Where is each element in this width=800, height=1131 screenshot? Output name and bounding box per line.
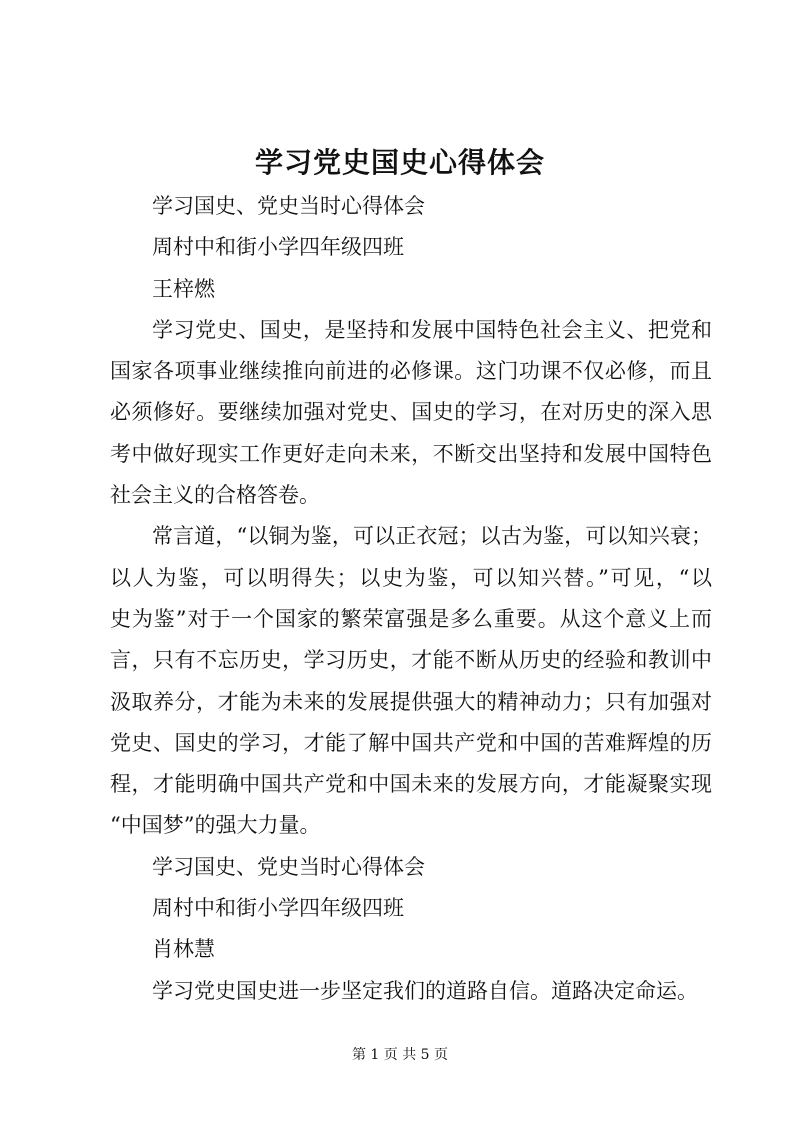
paragraph-2-line-5: 汲取养分，才能为未来的发展提供强大的精神动力；只有加强对 [110, 689, 712, 714]
paragraph-1-line-3: 必须修好。要继续加强对党史、国史的学习，在对历史的深入思 [110, 400, 712, 425]
paragraph-2-line-1: 常言道，“以铜为鉴，可以正衣冠；以古为鉴，可以知兴衰； [152, 524, 712, 549]
paragraph-2-line-3: 史为鉴”对于一个国家的繁荣富强是多么重要。从这个意义上而 [110, 606, 712, 631]
paragraph-1-line-4: 考中做好现实工作更好走向未来，不断交出坚持和发展中国特色 [110, 441, 712, 466]
document-title: 学习党史国史心得体会 [254, 146, 545, 179]
paragraph-2-line-4: 言，只有不忘历史，学习历史，才能不断从历史的经验和教训中 [110, 648, 712, 673]
page-number-footer: 第 1 页 共 5 页 [351, 1047, 449, 1063]
paragraph-3-line-1: 学习党史国史进一步坚定我们的道路自信。道路决定命运。 [152, 978, 698, 1003]
author-line-2: 肖林慧 [152, 937, 215, 962]
paragraph-2-line-2: 以人为鉴，可以明得失；以史为鉴，可以知兴替。”可见，“以 [110, 565, 712, 590]
paragraph-2-line-7: 程，才能明确中国共产党和中国未来的发展方向，才能凝聚实现 [110, 772, 712, 797]
school-line: 周村中和街小学四年级四班 [152, 235, 404, 260]
paragraph-1-line-5: 社会主义的合格答卷。 [110, 483, 320, 508]
paragraph-1-line-1: 学习党史、国史，是坚持和发展中国特色社会主义、把党和 [152, 317, 712, 342]
school-line-2: 周村中和街小学四年级四班 [152, 896, 404, 921]
subtitle-line: 学习国史、党史当时心得体会 [152, 194, 425, 218]
paragraph-1-line-2: 国家各项事业继续推向前进的必修课。这门功课不仅必修，而且 [110, 359, 712, 384]
subtitle-line-2: 学习国史、党史当时心得体会 [152, 854, 425, 879]
document-body [110, 186, 712, 1012]
paragraph-2-line-6: 党史、国史的学习，才能了解中国共产党和中国的苦难辉煌的历 [110, 730, 712, 755]
paragraph-2-line-8: “中国梦”的强大力量。 [110, 813, 321, 838]
author-line: 王梓燃 [152, 276, 215, 301]
